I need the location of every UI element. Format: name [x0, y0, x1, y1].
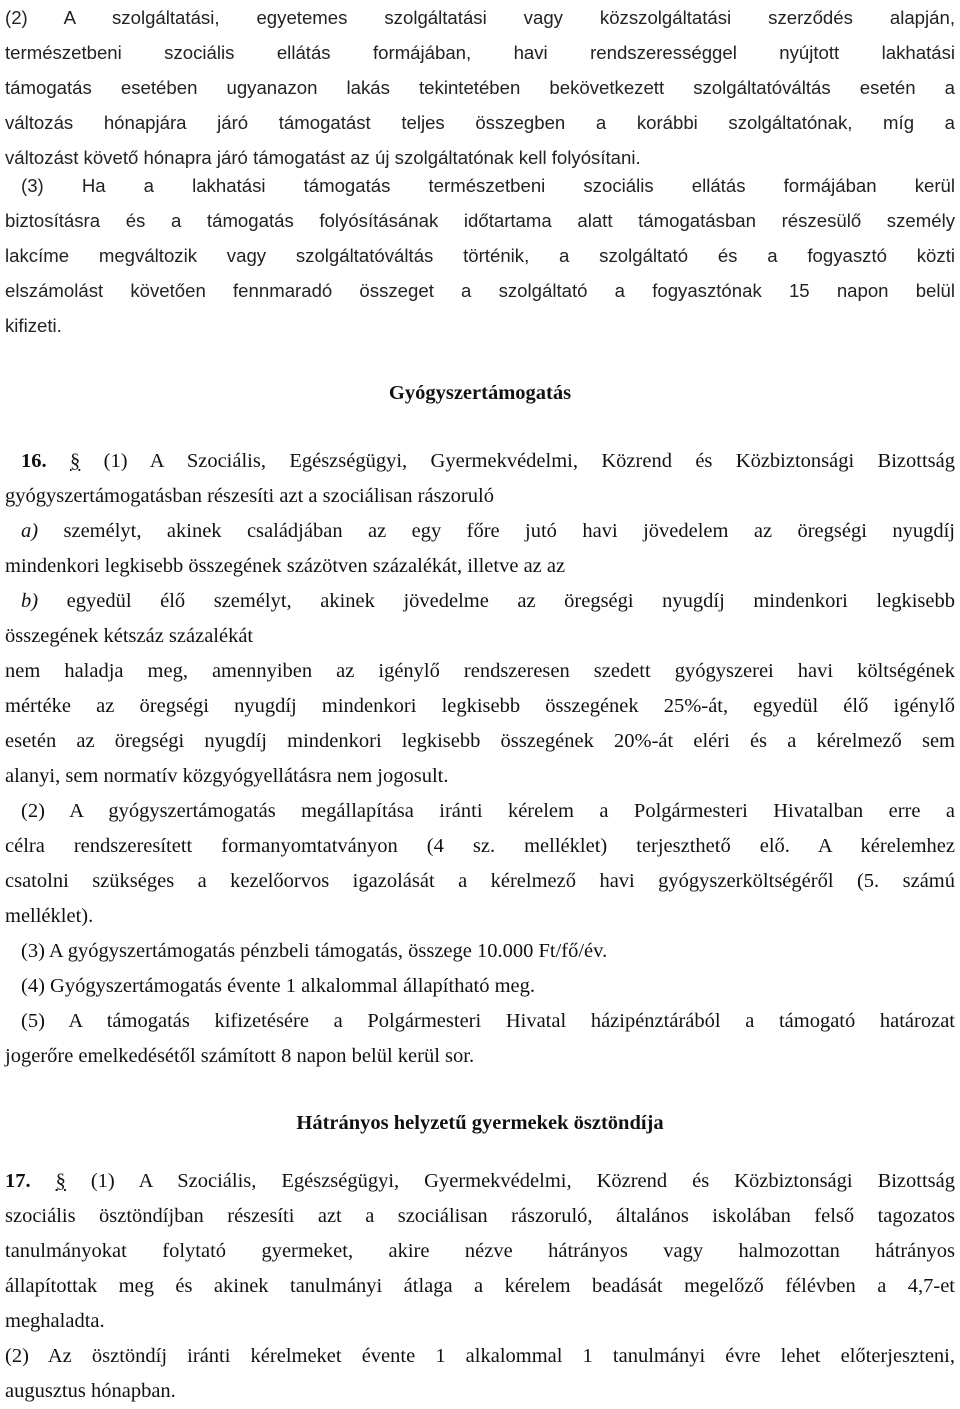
text-line: kifizeti.	[5, 315, 62, 336]
text-line: esetén az öregségi nyugdíj mindenkori legkisebb összegének 20%-át eléri és a kérelmező sem	[5, 730, 955, 752]
text-fragment: egyedül élő személyt, akinek jövedelme az öregségi nyugdíj mindenkori legkisebb	[38, 590, 955, 612]
text-fragment: (1) A Szociális, Egészségügyi, Gyermekvédelmi, Közrend és Közbiztonsági Bizottság	[65, 1170, 956, 1192]
text-line: (3) Ha a lakhatási támogatás természetbeni szociális ellátás formájában kerül	[21, 175, 955, 196]
text-line: mindenkori legkisebb összegének százötven százalékát, illetve az az	[5, 555, 566, 577]
text-line: gyógyszertámogatásban részesíti azt a szociálisan rászoruló	[5, 485, 494, 507]
text-line	[5, 584, 955, 619]
text-line: meghaladta.	[5, 1310, 105, 1332]
text-line: biztosításra és a támogatás folyósításának időtartama alatt támogatásban részesülő személy	[5, 210, 955, 231]
text-line	[5, 514, 955, 549]
section-16	[5, 444, 955, 1074]
paragraph-sign: §	[70, 450, 81, 472]
text-line: (3) A gyógyszertámogatás pénzbeli támogatás, összege 10.000 Ft/fő/év.	[21, 940, 608, 962]
section-number: 16.	[21, 450, 47, 472]
text-line: tanulmányokat folytató gyermeket, akire nézve hátrányos vagy halmozottan hátrányos	[5, 1240, 955, 1262]
text-line: változás hónapjára járó támogatást teljes összegben a korábbi szolgáltatónak, míg a	[5, 112, 955, 133]
text-line: szociális ösztöndíjban részesíti azt a szociálisan rászoruló, általános iskolában felső tagozatos	[5, 1205, 955, 1227]
text-line: (2) A gyógyszertámogatás megállapítása iránti kérelem a Polgármesteri Hivatalban erre a	[21, 800, 955, 822]
text-line: (5) A támogatás kifizetésére a Polgármesteri Hivatal házipénztárából a támogató határozat	[21, 1010, 955, 1032]
text-line: támogatás esetében ugyanazon lakás tekintetében bekövetkezett szolgáltatóváltás esetén a	[5, 77, 955, 98]
text-line: csatolni szükséges a kezelőorvos igazolását a kérelmező havi gyógyszerköltségéről (5. számú	[5, 870, 955, 892]
section-heading-gyogyszertamogatas: Gyógyszertámogatás	[388, 382, 572, 404]
text-fragment: (1) A Szociális, Egészségügyi, Gyermekvédelmi, Közrend és Közbiztonsági Bizottság	[80, 450, 955, 472]
section-17	[5, 1164, 955, 1409]
text-line: melléklet).	[5, 905, 94, 927]
text-line: lakcíme megváltozik vagy szolgáltatóváltás történik, a szolgáltató és a fogyasztó közti	[5, 245, 955, 266]
text-line: alanyi, sem normatív közgyógyellátásra nem jogosult.	[5, 765, 449, 787]
text-line: természetbeni szociális ellátás formájában, havi rendszerességgel nyújtott lakhatási	[5, 42, 955, 63]
text-line: (4) Gyógyszertámogatás évente 1 alkalommal állapítható meg.	[21, 975, 536, 997]
text-line: augusztus hónapban.	[5, 1380, 176, 1402]
text-line: nem haladja meg, amennyiben az igénylő rendszeresen szedett gyógyszerei havi költségének	[5, 660, 955, 682]
text-line: (2) Az ösztöndíj iránti kérelmeket évente 1 alkalommal 1 tanulmányi évre lehet előterjeszteni,	[5, 1345, 955, 1367]
text-line: elszámolást követően fennmaradó összeget a szolgáltató a fogyasztónak 15 napon belül	[5, 280, 955, 301]
text-line	[5, 444, 955, 479]
paragraph-lakhatasi-2	[5, 0, 955, 175]
section-heading-osztondij: Hátrányos helyzetű gyermekek ösztöndíja	[296, 1112, 664, 1134]
list-label-b: b)	[21, 590, 39, 612]
text-line: mértéke az öregségi nyugdíj mindenkori legkisebb összegének 25%-át, egyedül élő igénylő	[5, 695, 955, 717]
text-line: összegének kétszáz százalékát	[5, 625, 254, 647]
text-line: változást követő hónapra járó támogatást az új szolgáltatónak kell folyósítani.	[5, 147, 641, 168]
text-line: jogerőre emelkedésétől számított 8 napon belül kerül sor.	[5, 1045, 475, 1067]
text-fragment: személyt, akinek családjában az egy főre jutó havi jövedelem az öregségi nyugdíj	[38, 520, 955, 542]
section-number: 17.	[5, 1170, 31, 1192]
text-line	[5, 1164, 955, 1199]
paragraph-sign: §	[55, 1170, 66, 1192]
text-line: célra rendszeresített formanyomtatványon (4 sz. melléklet) terjeszthető elő. A kérelemhez	[5, 835, 955, 857]
text-line: (2) A szolgáltatási, egyetemes szolgáltatási vagy közszolgáltatási szerződés alapján,	[5, 7, 955, 28]
list-label-a: a)	[21, 520, 39, 542]
text-line: állapítottak meg és akinek tanulmányi átlaga a kérelem beadását megelőző félévben a 4,7-et	[5, 1275, 955, 1297]
paragraph-lakhatasi-3	[5, 168, 955, 343]
